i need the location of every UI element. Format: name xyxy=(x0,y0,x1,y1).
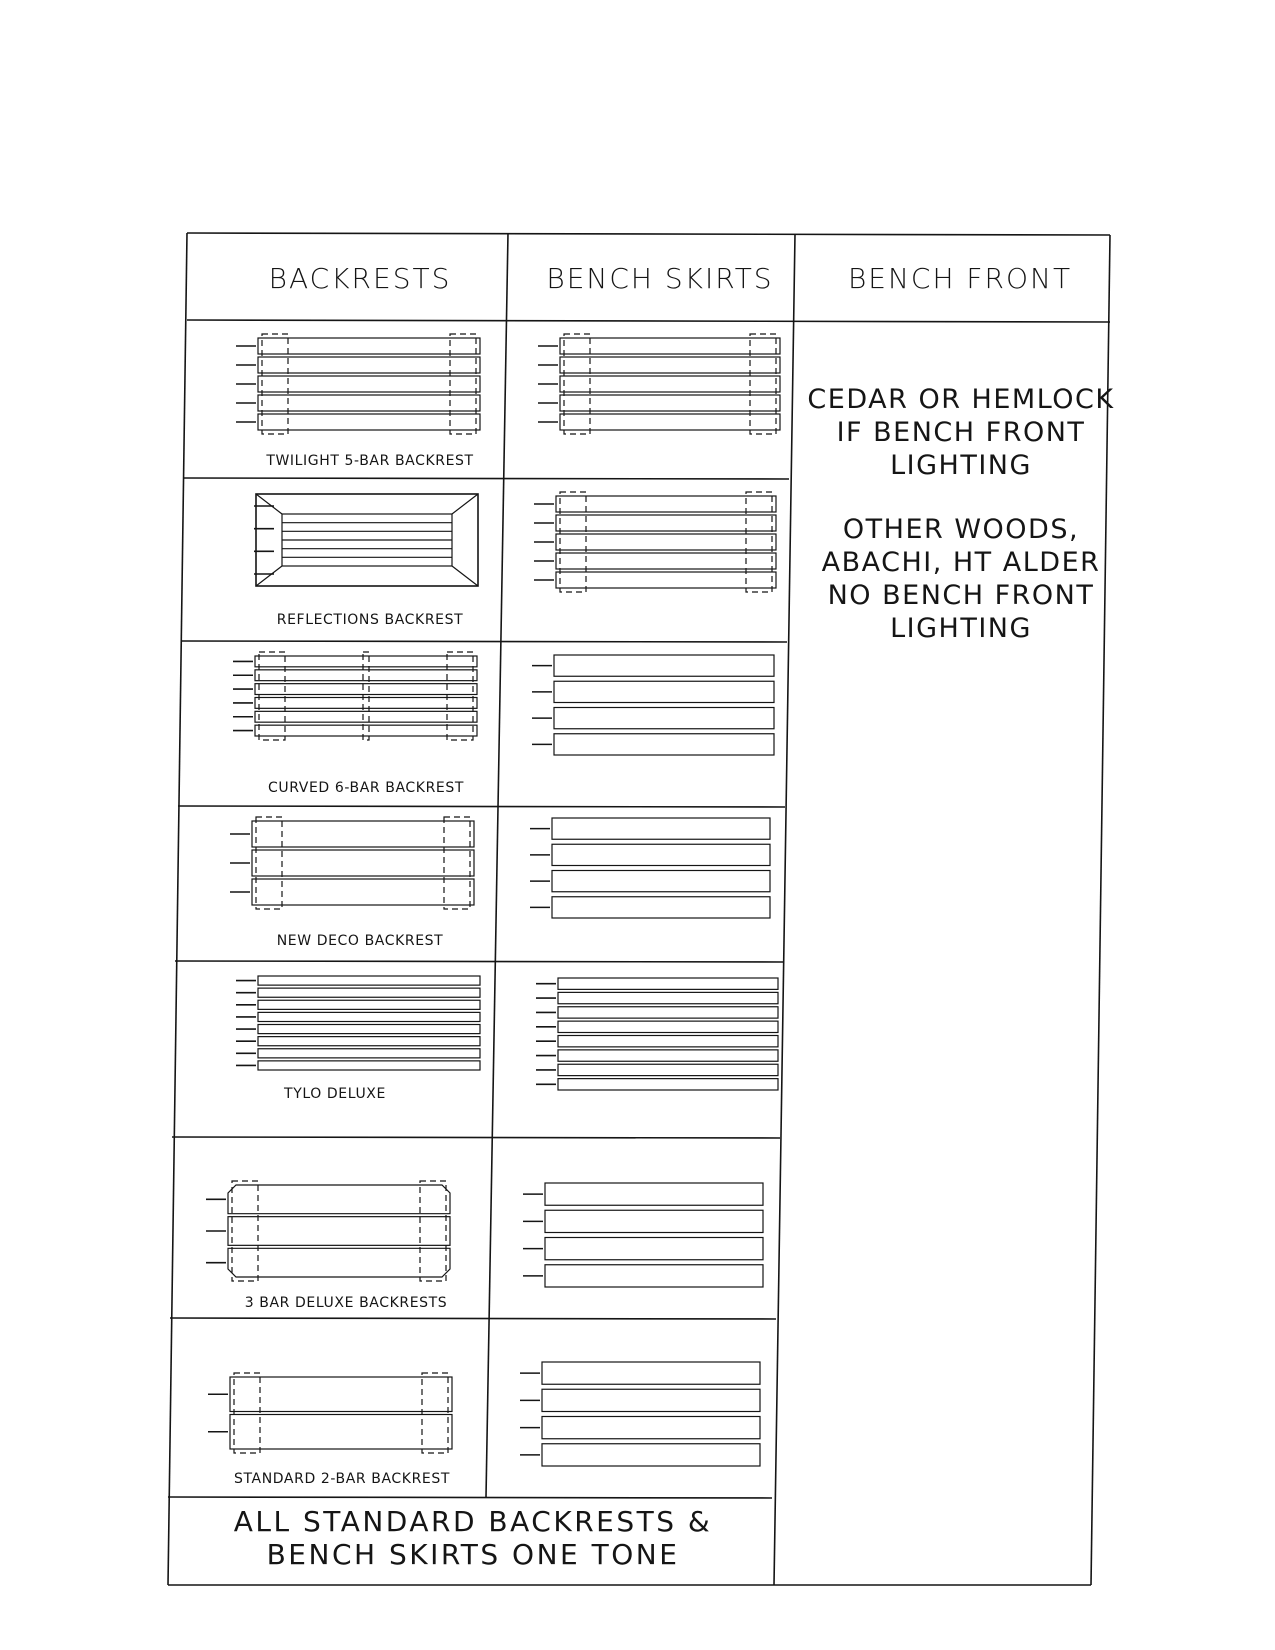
footer-line: BENCH SKIRTS ONE TONE xyxy=(266,1538,680,1571)
caption-3-bar-deluxe: 3 BAR DELUXE BACKRESTS xyxy=(244,1295,448,1311)
note-line: LIGHTING xyxy=(890,613,1032,644)
header-bench-skirts: BENCH SKIRTS xyxy=(546,262,774,295)
caption-twilight-5-bar: TWILIGHT 5-BAR BACKREST xyxy=(266,453,474,469)
caption-standard-2-bar: STANDARD 2-BAR BACKREST xyxy=(234,1471,450,1487)
note-line: IF BENCH FRONT xyxy=(836,417,1086,448)
caption-new-deco: NEW DECO BACKREST xyxy=(276,933,444,949)
note-line: OTHER WOODS, xyxy=(842,514,1080,545)
footer-line: ALL STANDARD BACKRESTS & xyxy=(233,1505,713,1538)
caption-curved-6-bar: CURVED 6-BAR BACKREST xyxy=(268,780,464,796)
caption-reflections: REFLECTIONS BACKREST xyxy=(276,612,464,628)
note-line: CEDAR OR HEMLOCK xyxy=(807,384,1115,415)
header-bench-front: BENCH FRONT xyxy=(847,262,1073,295)
bench-front-note-cedar xyxy=(796,383,1126,482)
note-line: NO BENCH FRONT xyxy=(827,580,1095,611)
note-line: LIGHTING xyxy=(890,450,1032,481)
bench-front-note-other-woods xyxy=(796,513,1126,645)
note-line: ABACHI, HT ALDER xyxy=(821,547,1101,578)
footer-note xyxy=(168,1505,778,1571)
caption-tylo-deluxe: TYLO DELUXE xyxy=(284,1086,386,1102)
header-backrests: BACKRESTS xyxy=(268,262,452,295)
